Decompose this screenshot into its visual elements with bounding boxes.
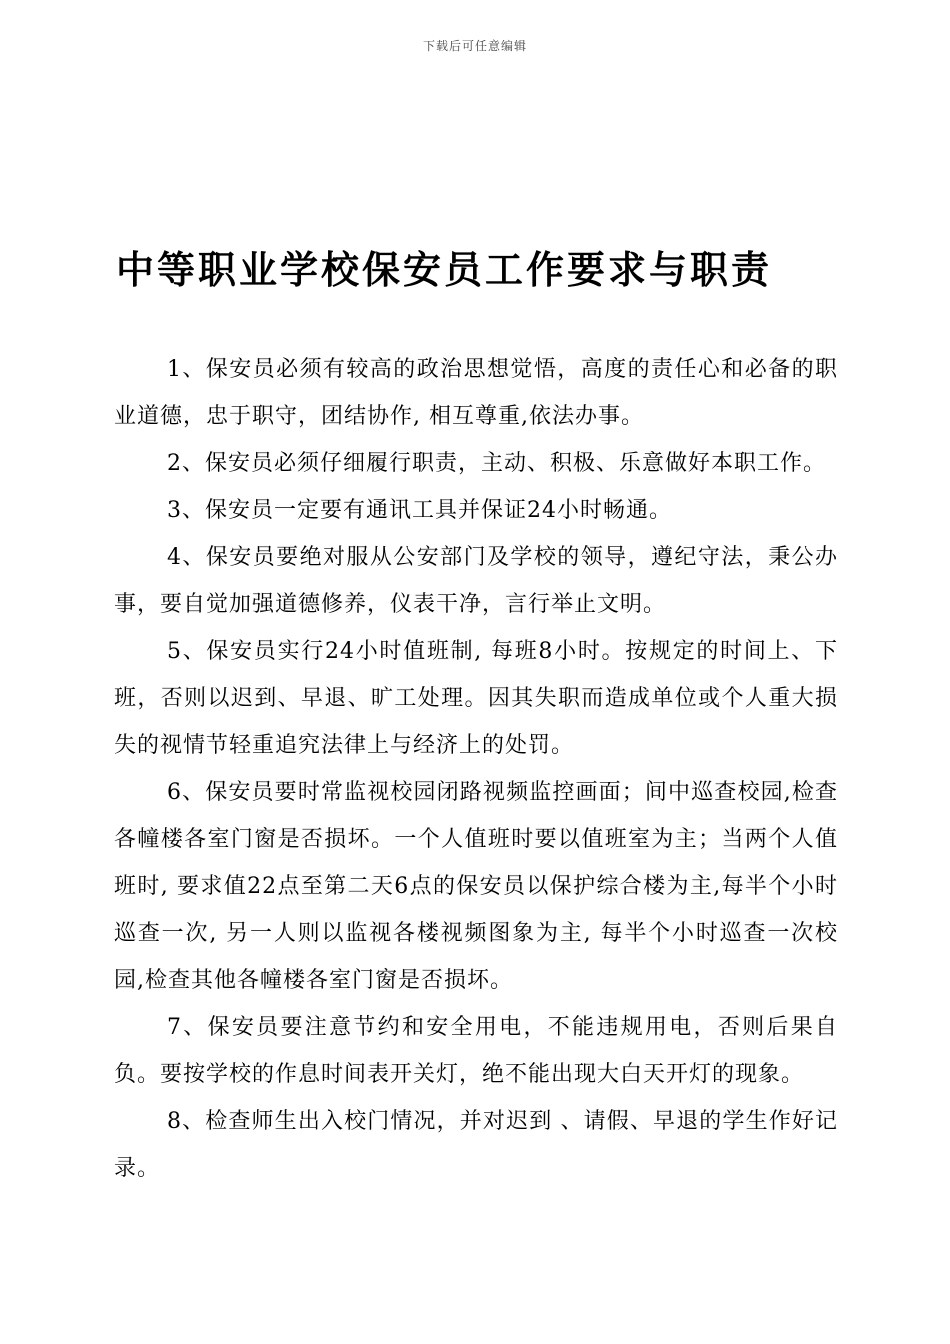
paragraph-4: 4、保安员要绝对服从公安部门及学校的领导，遵纪守法，秉公办事，要自觉加强道德修养，仪表干净，言行举止文明。 xyxy=(114,545,838,617)
paragraph-5: 5、保安员实行24小时值班制, 每班8小时。按规定的时间上、下班，否则以迟到、早退、旷工处理。因其失职而造成单位或个人重大损失的视情节轻重追究法律上与经济上的处罚。 xyxy=(114,639,838,758)
document-title: 中等职业学校保安员工作要求与职责 xyxy=(116,248,773,292)
paragraph-7: 7、保安员要注意节约和安全用电，不能违规用电，否则后果自负。要按学校的作息时间表开关灯，绝不能出现大白天开灯的现象。 xyxy=(114,1015,838,1087)
paragraph-8: 8、检查师生出入校门情况，并对迟到 、请假、早退的学生作好记录。 xyxy=(114,1109,838,1181)
paragraph-1: 1、保安员必须有较高的政治思想觉悟，高度的责任心和必备的职业道德，忠于职守，团结协作, 相互尊重,依法办事。 xyxy=(114,357,838,429)
paragraph-3: 3、保安员一定要有通讯工具并保证24小时畅通。 xyxy=(167,498,672,523)
paragraph-2: 2、保安员必须仔细履行职责，主动、积极、乐意做好本职工作。 xyxy=(167,451,826,476)
paragraph-6: 6、保安员要时常监视校园闭路视频监控画面；间中巡查校园,检查各幢楼各室门窗是否损坏。一个人值班时要以值班室为主；当两个人值班时, 要求值22点至第二天6点的保安员以保护综合楼为主,每半个小时巡查一次, 另一人则以监视各楼视频图象为主, 每半个小时巡查一次校园,检查其他各幢楼各室门窗是否损坏。 xyxy=(114,780,838,993)
header-note: 下载后可任意编辑 xyxy=(422,39,527,53)
document-body xyxy=(114,346,838,1192)
